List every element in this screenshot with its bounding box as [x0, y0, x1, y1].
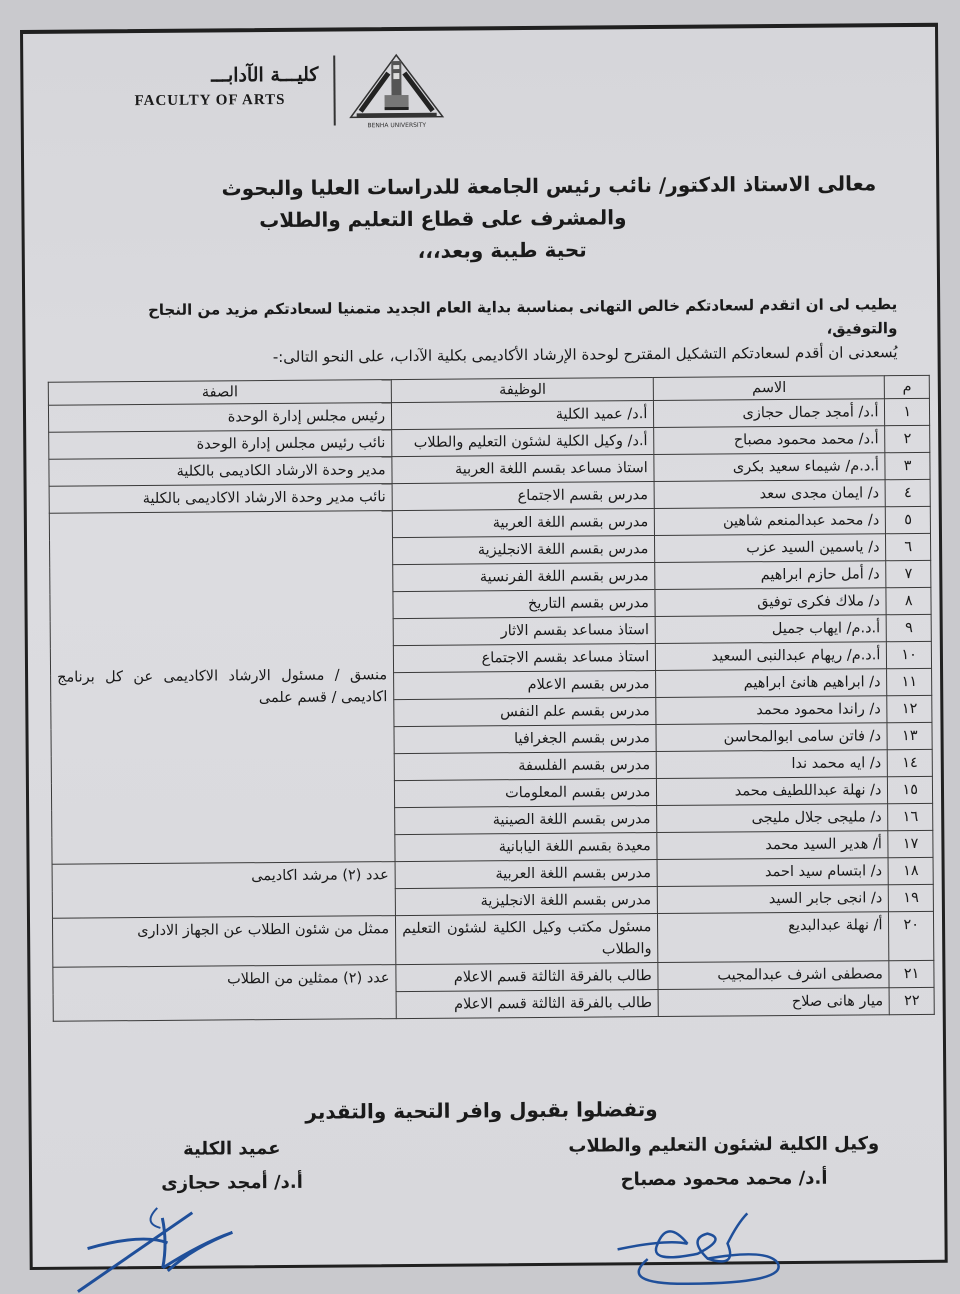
intro-block: [97, 292, 898, 370]
row-num: ٢٢: [889, 987, 934, 1014]
row-job: أ.د/ وكيل الكلية لشئون التعليم والطلاب: [392, 428, 654, 457]
row-name: د/ انجى جابر السيد: [658, 885, 889, 914]
row-name: أ.د/ أمجد جمال حجازى: [654, 399, 885, 428]
header-role: الصفة: [48, 380, 391, 406]
row-name: أ.د.م/ ايهاب جميل: [655, 615, 886, 644]
vice-dean-title: وكيل الكلية لشئون التعليم والطلاب: [568, 1133, 880, 1157]
row-job: مدرس بقسم اللغة الفرنسية: [393, 563, 655, 592]
greeting: تحية طيبة وبعد،،،: [417, 237, 587, 263]
row-num: ١٠: [887, 641, 932, 668]
row-num: ١٣: [887, 722, 932, 749]
row-role-merged-coordinators: منسق / مسئول الارشاد الاكاديمى عن كل برنامج اكاديمى / قسم علمى: [49, 511, 395, 865]
row-num: ١٨: [888, 857, 933, 884]
row-job: مدرس بقسم التاريخ: [393, 590, 655, 619]
row-name: أ.د.م/ ريهام عبدالنبى السعيد: [656, 642, 887, 671]
row-role: ممثل من شئون الطلاب عن الجهاز الادارى: [52, 916, 395, 968]
row-name: أ.د/ محمد محمود مصباح: [654, 426, 885, 455]
intro-paragraph-2: يُسعدنى ان أقدم لسعادتكم التشكيل المقترح لوحدة الإرشاد الأكاديمى بكلية الآداب، على النحو التالى:-: [272, 343, 898, 367]
row-job: استاذ مساعد بقسم الاجتماع: [393, 644, 655, 673]
intro-paragraph-1: يطيب لى ان اتقدم لسعادتكم خالص التهانى بمناسبة بداية العام الجديد متمنيا لسعادتكم مزيد من النجاح والتوفيق،: [147, 295, 898, 338]
svg-text:BENHA UNIVERSITY: BENHA UNIVERSITY: [367, 121, 427, 130]
row-role: نائب رئيس مجلس إدارة الوحدة: [49, 430, 392, 460]
row-role: مدير وحدة الارشاد الكاديمى بالكلية: [49, 457, 392, 487]
row-num: ٨: [886, 587, 931, 614]
recipient-title: معالى الاستاذ الدكتور/ نائب رئيس الجامعة للدراسات العليا والبحوث: [221, 171, 877, 201]
row-name: أ.د.م/ شيماء سعيد بكرى: [654, 453, 885, 482]
row-job: استاذ مساعد بقسم اللغة العربية: [392, 455, 654, 484]
row-name: د/ راندا محمود محمد: [656, 696, 887, 725]
row-name: د/ أمل حازم ابراهيم: [655, 561, 886, 590]
row-num: ١١: [887, 668, 932, 695]
salutation-block: [136, 167, 877, 269]
row-num: ١٥: [888, 776, 933, 803]
letterhead: [128, 51, 427, 138]
table-row: [52, 911, 933, 967]
row-job: مدرس بقسم الفلسفة: [394, 752, 656, 781]
row-role-merged-advisors: عدد (٢) مرشد اكاديمى: [52, 862, 396, 919]
document-page: [20, 23, 948, 1270]
row-job: مدرس بقسم المعلومات: [395, 779, 657, 808]
row-job: مدرس بقسم اللغة العربية: [395, 860, 657, 889]
row-num: ٧: [886, 560, 931, 587]
row-name: د/ نهلة عبداللطيف محمد: [657, 777, 888, 806]
row-num: ٤: [885, 479, 930, 506]
row-job: مدرس بقسم الاعلام: [394, 671, 656, 700]
row-role: نائب مدير وحدة الارشاد الاكاديمى بالكلية: [49, 484, 392, 514]
row-num: ٥: [886, 506, 931, 533]
header-divider: [333, 56, 336, 126]
row-role: رئيس مجلس إدارة الوحدة: [48, 403, 391, 433]
recipient-subtitle: والمشرف على قطاع التعليم والطلاب: [259, 205, 627, 233]
row-name: أ/ هدير السيد محمد: [657, 831, 888, 860]
header-name: الاسم: [654, 376, 885, 401]
row-num: ٢: [885, 425, 930, 452]
dean-signature-block: [132, 1132, 333, 1202]
dean-name: أ.د/ أمجد حجازى: [161, 1171, 303, 1194]
vice-dean-signature-block: [544, 1127, 905, 1198]
vice-dean-handwritten-signature-icon: [607, 1208, 798, 1289]
row-name: د/ ايه محمد ندا: [656, 750, 887, 779]
row-num: ١٦: [888, 803, 933, 830]
row-job: مدرس بقسم الاجتماع: [392, 482, 654, 511]
row-job: معيدة بقسم اللغة اليابانية: [395, 833, 657, 862]
row-name: ميار هانى صلاح: [658, 988, 889, 1017]
row-num: ١٢: [887, 695, 932, 722]
row-name: د/ ايمان مجدى سعد: [654, 480, 885, 509]
row-name: د/ ابتسام سيد احمد: [657, 858, 888, 887]
row-job: مدرس بقسم اللغة العربية: [392, 509, 654, 538]
row-num: ١٧: [888, 830, 933, 857]
row-job: استاذ مساعد بقسم الاثار: [393, 617, 655, 646]
row-job: مدرس بقسم اللغة الانجليزية: [393, 536, 655, 565]
row-job: أ.د/ عميد الكلية: [392, 401, 654, 430]
row-job: مدرس بقسم الجغرافيا: [394, 725, 656, 754]
row-name: د/ ياسمين السيد عزب: [655, 534, 886, 563]
row-name: د/ ابراهيم هانئ ابراهيم: [656, 669, 887, 698]
row-name: أ/ نهلة عبدالبديع: [658, 912, 890, 963]
row-num: ١: [885, 398, 930, 425]
row-name: د/ فاتن سامى ابوالمحاسن: [656, 723, 887, 752]
row-num: ١٤: [888, 749, 933, 776]
row-name: د/ محمد عبدالمنعم شاهين: [655, 507, 886, 536]
closing-line: وتفضلوا بقبول وافر التحية والتقدير: [305, 1097, 658, 1124]
row-name: مصطفى اشرف عبدالمجيب: [658, 961, 889, 990]
row-role-merged-students: عدد (٢) ممثلين من الطلاب: [53, 965, 397, 1022]
vice-dean-name: أ.د/ محمد محمود مصباح: [620, 1167, 828, 1191]
row-job: مدرس بقسم اللغة الصينية: [395, 806, 657, 835]
row-name: د/ ملاك فكرى توفيق: [655, 588, 886, 617]
benha-university-logo-icon: [346, 51, 447, 132]
row-job: طالب بالفرقة الثالثة قسم الاعلام: [396, 990, 658, 1019]
faculty-name-english: FACULTY OF ARTS: [134, 91, 286, 110]
header-job: الوظيفة: [391, 378, 653, 403]
row-num: ١٩: [889, 884, 934, 911]
header-num: م: [885, 375, 930, 398]
row-num: ٢١: [889, 960, 934, 987]
advising-unit-table: [48, 375, 935, 1022]
row-job: مدرس بقسم اللغة الانجليزية: [395, 887, 657, 916]
row-num: ٦: [886, 533, 931, 560]
row-name: د/ مليجى جلال مليجى: [657, 804, 888, 833]
dean-title: عميد الكلية: [183, 1137, 281, 1160]
faculty-name-arabic: كليـــة الآدابـــ: [211, 63, 319, 87]
row-num: ٢٠: [889, 911, 934, 960]
row-num: ٩: [887, 614, 932, 641]
row-num: ٣: [885, 452, 930, 479]
row-job: مدرس بقسم علم النفس: [394, 698, 656, 727]
row-job: طالب بالفرقة الثالثة قسم الاعلام: [396, 963, 658, 992]
row-job: مسئول مكتب وكيل الكلية لشئون التعليم والطلاب: [396, 914, 659, 965]
